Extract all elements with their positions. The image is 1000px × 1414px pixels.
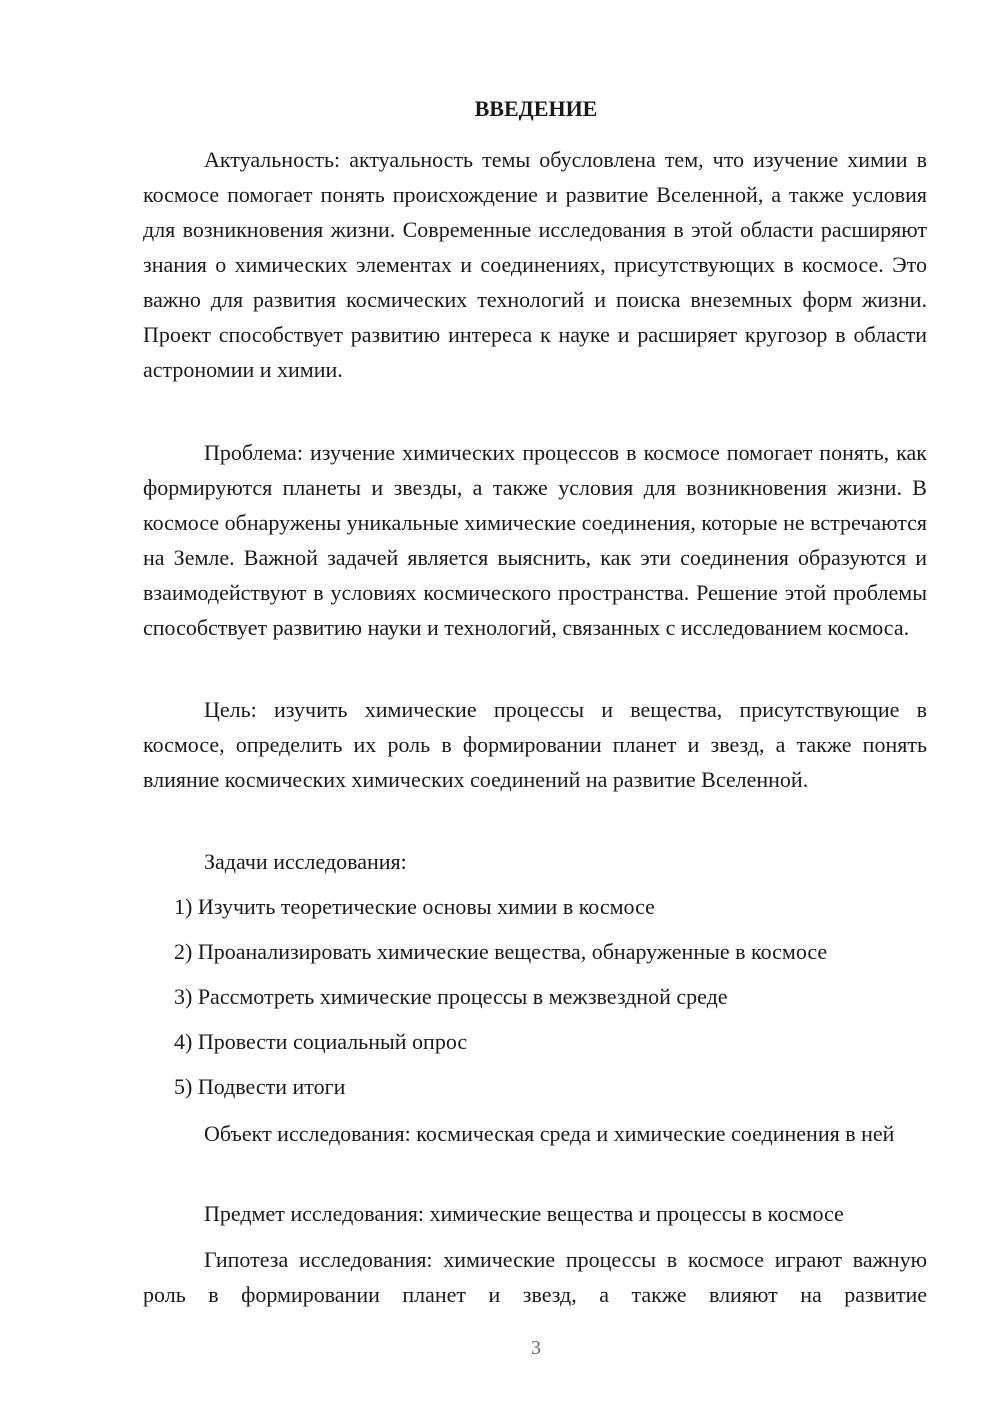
relevance-paragraph: Актуальность: актуальность темы обусловлена тем, что изучение химии в космосе помогает понять происхождение и развитие Вселенной, а также условия для возникновения жизни. Современные исследования в этой области расширяют знания о химических элементах и соединениях, присутствующих в космосе. Это важно для развития космических технологий и поиска внеземных форм жизни. Проект способствует развитию интереса к науке и расширяет кругозор в области астрономии и химии. — [143, 147, 927, 382]
subject-block — [143, 1196, 927, 1231]
problem-paragraph: Проблема: изучение химических процессов в космосе помогает понять, как формируются планеты и звезды, а также условия для возникновения жизни. В космосе обнаружены уникальные химические соединения, которые не встречаются на Земле. Важной задачей является выяснить, как эти соединения образуются и взаимодействуют в условиях космического пространства. Решение этой проблемы способствует развитию науки и технологий, связанных с исследованием космоса. — [143, 440, 927, 640]
relevance-block — [143, 142, 927, 387]
task-item-3: 3) Рассмотреть химические процессы в межзвездной среде — [174, 984, 728, 1009]
goal-paragraph: Цель: изучить химические процессы и вещества, присутствующие в космосе, определить их роль в формировании планет и звезд, а также понять влияние космических химических соединений на развитие Вселенной. — [143, 697, 927, 792]
object-paragraph: Объект исследования: космическая среда и химические соединения в ней — [204, 1121, 895, 1146]
task-item-4: 4) Провести социальный опрос — [174, 1029, 468, 1054]
page-number: 3 — [531, 1337, 541, 1359]
hypothesis-block — [143, 1242, 927, 1312]
object-block — [143, 1116, 927, 1151]
task-item-5: 5) Подвести итоги — [174, 1074, 346, 1099]
subject-paragraph: Предмет исследования: химические вещества и процессы в космосе — [204, 1201, 844, 1226]
goal-block — [143, 692, 927, 797]
tasks-title: Задачи исследования: — [204, 849, 407, 874]
problem-block — [143, 435, 927, 645]
task-item-2: 2) Проанализировать химические вещества, обнаруженные в космосе — [174, 939, 828, 964]
hypothesis-paragraph: Гипотеза исследования: химические процессы в космосе играют важную роль в формировании планет и звезд, а также влияют на развитие — [143, 1247, 927, 1307]
tasks-title-block — [143, 844, 927, 879]
section-heading: ВВЕДЕНИЕ — [474, 96, 598, 121]
task-item-1: 1) Изучить теоретические основы химии в космосе — [174, 894, 655, 919]
